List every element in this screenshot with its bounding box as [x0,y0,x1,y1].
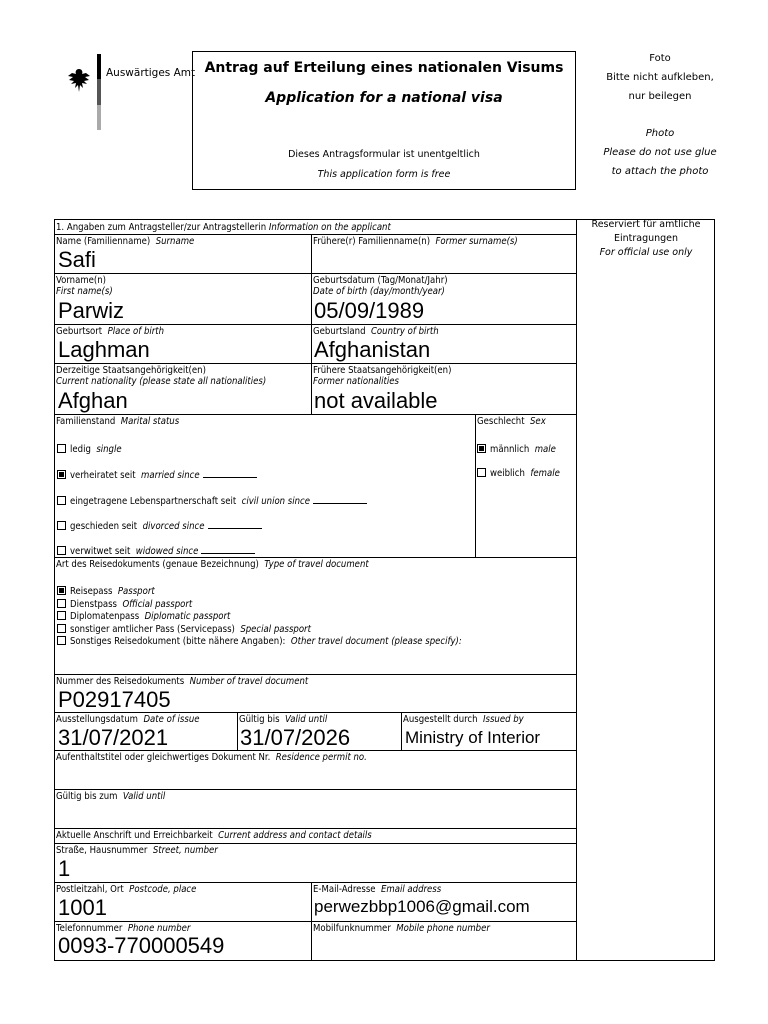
issued-by-value[interactable]: Ministry of Interior [405,728,541,747]
nationality-label: Derzeitige Staatsangehörigkeit(en) Current nationality (please state all nationalities) [56,365,267,387]
street-value[interactable]: 1 [58,856,71,881]
postcode-label: Postleitzahl, Ort Postcode, place [56,884,197,895]
travel-doc-passport[interactable]: Reisepass Passport [57,586,155,597]
special-passport-checkbox[interactable] [57,624,66,633]
former-nationality-value[interactable]: not available [314,388,438,413]
travel-doc-official[interactable]: Dienstpass Official passport [57,599,192,610]
sex-option-male[interactable]: männlich male [477,444,556,455]
address-section-heading: Aktuelle Anschrift und Erreichbarkeit Current address and contact details [56,830,372,841]
permit-valid-label: Gültig bis zum Valid until [56,791,166,802]
travel-doc-label: Art des Reisedokuments (genaue Bezeichnung) Type of travel document [56,559,369,570]
travel-doc-diplomatic[interactable]: Diplomatenpass Diplomatic passport [57,611,230,622]
marital-label: Familienstand Marital status [56,416,180,427]
pob-label: Geburtsort Place of birth [56,326,165,337]
nationality-value[interactable]: Afghan [58,388,128,413]
married-checkbox[interactable] [57,470,66,479]
single-checkbox[interactable] [57,444,66,453]
female-checkbox[interactable] [477,468,486,477]
sex-label: Geschlecht Sex [477,416,546,427]
title-en: Application for a national visa [265,90,503,106]
first-name-value[interactable]: Parwiz [58,298,125,323]
pob-value[interactable]: Laghman [58,337,150,362]
widowed-checkbox[interactable] [57,546,66,555]
dob-label: Geburtsdatum (Tag/Monat/Jahr) Date of birth (day/month/year) [313,275,448,297]
former-surname-label: Frühere(r) Familienname(n) Former surname(s) [313,236,518,247]
other-document-checkbox[interactable] [57,636,66,645]
travel-doc-special[interactable]: sonstiger amtlicher Pass (Servicepass) Special passport [57,624,311,635]
doc-number-value[interactable]: P02917405 [58,687,171,712]
official-use-note: Reserviert für amtliche Eintragungen For official use only [591,219,701,258]
valid-until-value[interactable]: 31/07/2026 [240,725,351,750]
issue-date-label: Ausstellungsdatum Date of issue [56,714,200,725]
cob-value[interactable]: Afghanistan [314,337,431,362]
travel-doc-other[interactable]: Sonstiges Reisedokument (bitte nähere Angaben): Other travel document (please specify): [57,636,462,647]
marital-option-married[interactable]: verheiratet seit married since [57,468,257,481]
marital-option-single[interactable]: ledig single [57,444,122,455]
doc-number-label: Nummer des Reisedokuments Number of travel document [56,676,309,687]
photo-note: Foto Bitte nicht aufkleben, nur beilegen Photo Please do not use glue to attach the photo [603,53,717,177]
diplomatic-passport-checkbox[interactable] [57,611,66,620]
surname-value[interactable]: Safi [58,247,96,272]
authority-name: Auswärtiges Amt [106,67,196,79]
former-nationality-label: Frühere Staatsangehörigkeit(en) Former nationalities [313,365,452,387]
email-label: E-Mail-Adresse Email address [313,884,442,895]
free-note-de: Dieses Antragsformular ist unentgeltlich [288,149,480,160]
title-de: Antrag auf Erteilung eines nationalen Visums [204,60,564,76]
marital-option-widowed[interactable]: verwitwet seit widowed since [57,544,255,557]
issued-by-label: Ausgestellt durch Issued by [403,714,524,725]
official-passport-checkbox[interactable] [57,599,66,608]
cob-label: Geburtsland Country of birth [313,326,439,337]
divorced-checkbox[interactable] [57,521,66,530]
postcode-value[interactable]: 1001 [58,895,107,920]
flag-bar [97,54,101,130]
phone-label: Telefonnummer Phone number [56,923,191,934]
email-value[interactable]: perwezbbp1006@gmail.com [314,897,530,916]
dob-value[interactable]: 05/09/1989 [314,298,425,323]
passport-checkbox[interactable] [57,586,66,595]
mobile-label: Mobilfunknummer Mobile phone number [313,923,490,934]
section1-heading: 1. Angaben zum Antragsteller/zur Antragstellerin Information on the applicant [56,222,391,233]
sex-option-female[interactable]: weiblich female [477,468,560,479]
civil-union-checkbox[interactable] [57,496,66,505]
marital-option-civil-union[interactable]: eingetragene Lebenspartnerschaft seit civil union since [57,494,367,507]
street-label: Straße, Hausnummer Street, number [56,845,218,856]
phone-value[interactable]: 0093-770000549 [58,933,225,958]
residence-permit-label: Aufenthaltstitel oder gleichwertiges Dokument Nr. Residence permit no. [56,752,367,763]
federal-eagle-logo [64,66,94,96]
valid-until-label: Gültig bis Valid until [239,714,328,725]
issue-date-value[interactable]: 31/07/2021 [58,725,169,750]
free-note-en: This application form is free [317,169,451,180]
first-name-label: Vorname(n) First name(s) [56,275,113,297]
surname-label: Name (Familienname) Surname [56,236,195,247]
male-checkbox[interactable] [477,444,486,453]
marital-option-divorced[interactable]: geschieden seit divorced since [57,519,262,532]
